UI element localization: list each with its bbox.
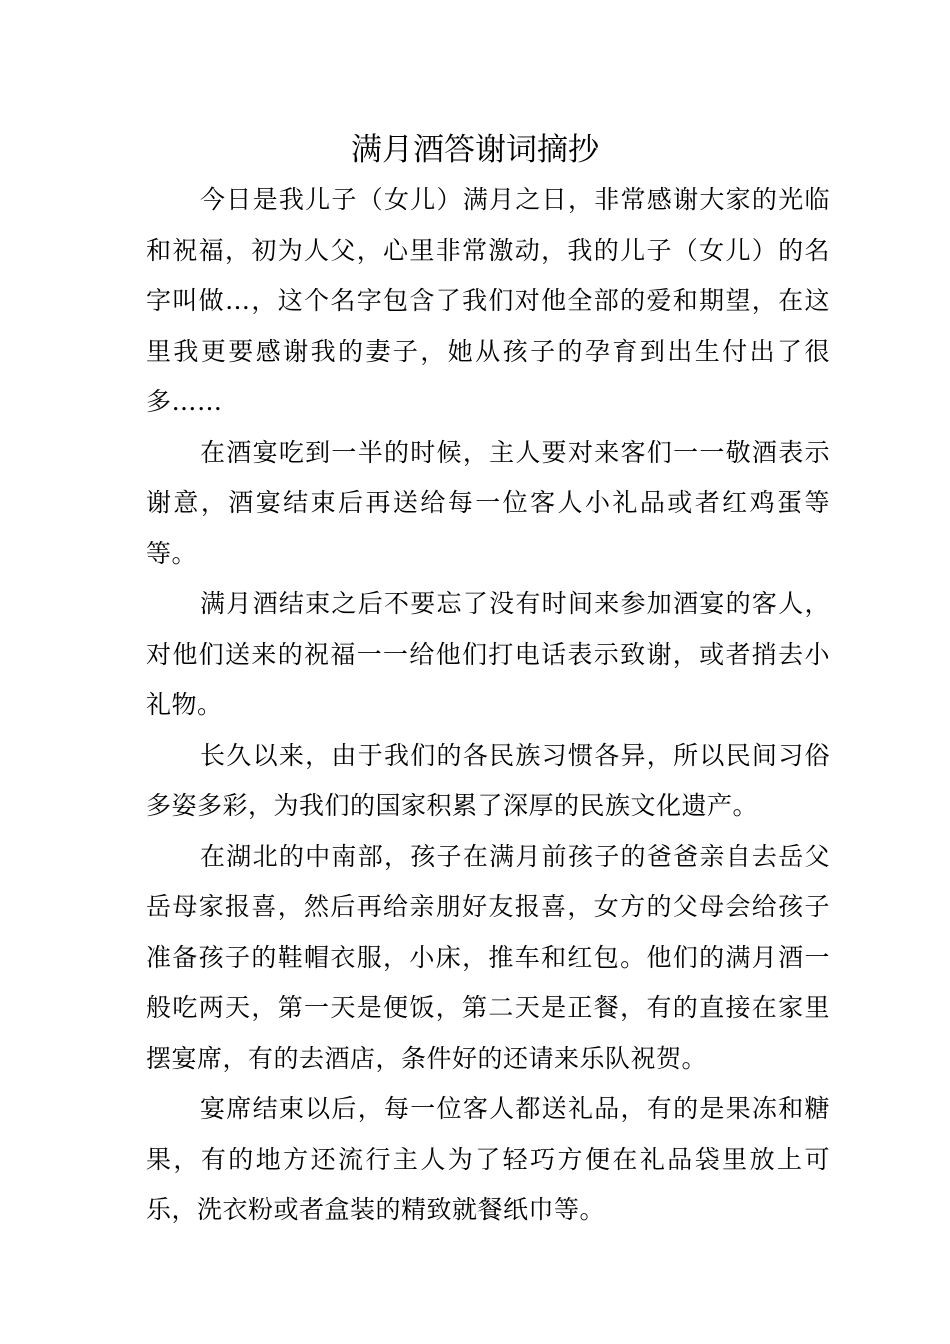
- document-body: [146, 175, 830, 1236]
- paragraph-6: 宴席结束以后，每一位客人都送礼品，有的是果冻和糖果，有的地方还流行主人为了轻巧方便在礼品袋里放上可乐，洗衣粉或者盒装的精致就餐纸巾等。: [146, 1094, 830, 1224]
- paragraph-5: 在湖北的中南部，孩子在满月前孩子的爸爸亲自去岳父岳母家报喜，然后再给亲朋好友报喜，女方的父母会给孩子准备孩子的鞋帽衣服，小床，推车和红包。他们的满月酒一般吃两天，第一天是便饭，第二天是正餐，有的直接在家里摆宴席，有的去酒店，条件好的还请来乐队祝贺。: [146, 841, 830, 1073]
- document-title: 满月酒答谢词摘抄: [351, 132, 599, 168]
- paragraph-2: 在酒宴吃到一半的时候，主人要对来客们一一敬酒表示谢意，酒宴结束后再送给每一位客人小礼品或者红鸡蛋等等。: [146, 437, 830, 568]
- paragraph-1: 今日是我儿子（女儿）满月之日，非常感谢大家的光临和祝福，初为人父，心里非常激动，我的儿子（女儿）的名字叫做…，这个名字包含了我们对他全部的爱和期望，在这里我更要感谢我的妻子，她从孩子的孕育到出生付出了很多……: [146, 185, 830, 416]
- paragraph-4: 长久以来，由于我们的各民族习惯各异，所以民间习俗多姿多彩，为我们的国家积累了深厚的民族文化遗产。: [146, 740, 830, 820]
- paragraph-3: 满月酒结束之后不要忘了没有时间来参加酒宴的客人，对他们送来的祝福一一给他们打电话表示致谢，或者捎去小礼物。: [146, 589, 830, 719]
